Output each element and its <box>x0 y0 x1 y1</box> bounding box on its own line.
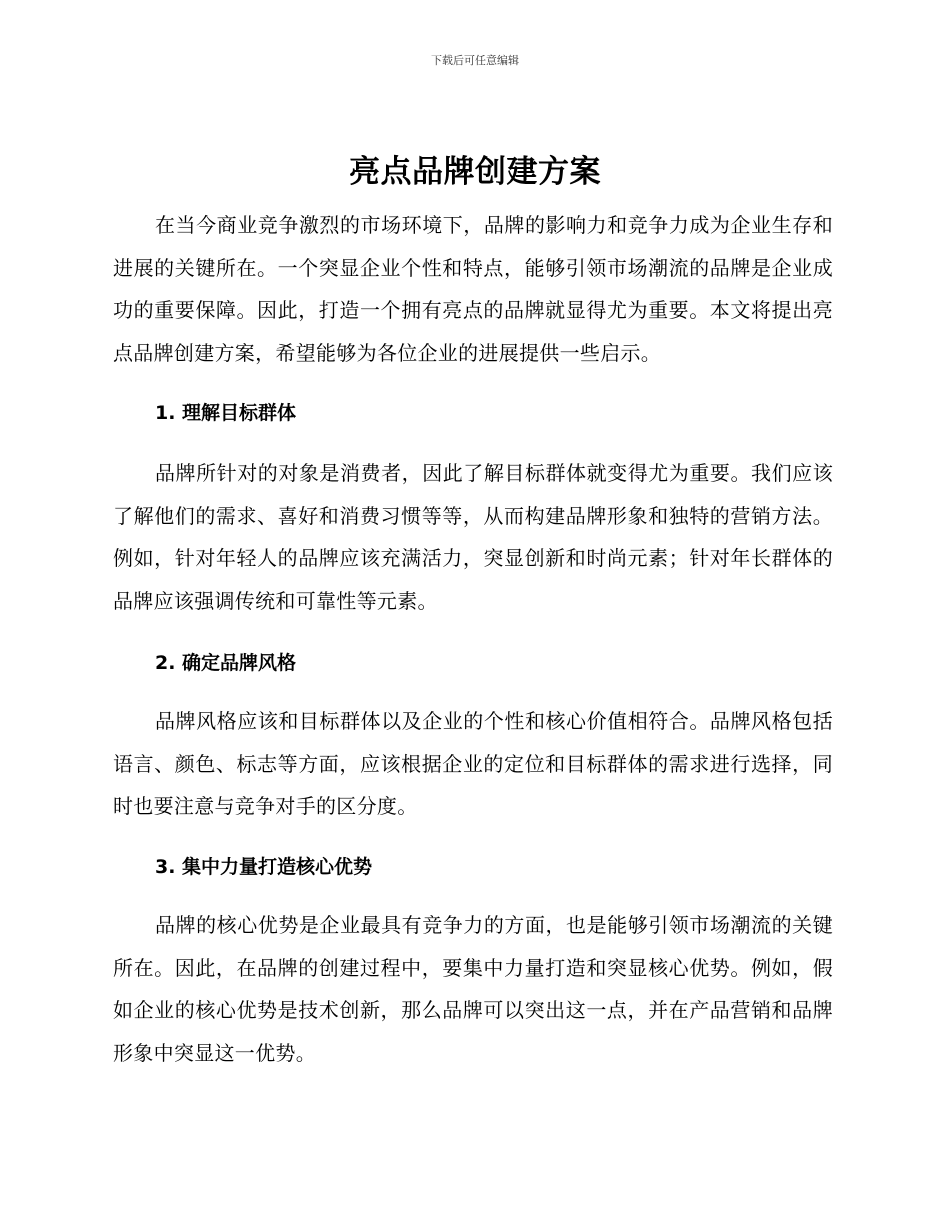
section-body-2: 品牌风格应该和目标群体以及企业的个性和核心价值相符合。品牌风格包括语言、颜色、标志等方面，应该根据企业的定位和目标群体的需求进行选择，同时也要注意与竞争对手的区分度。 <box>113 709 833 818</box>
section-body-3: 品牌的核心优势是企业最具有竞争力的方面，也是能够引领市场潮流的关键所在。因此，在品牌的创建过程中，要集中力量打造和突显核心优势。例如，假如企业的核心优势是技术创新，那么品牌可以突出这一点，并在产品营销和品牌形象中突显这一优势。 <box>113 913 833 1065</box>
section-heading-2: 2. 确定品牌风格 <box>155 652 297 674</box>
intro-paragraph: 在当今商业竞争激烈的市场环境下，品牌的影响力和竞争力成为企业生存和进展的关键所在。一个突显企业个性和特点，能够引领市场潮流的品牌是企业成功的重要保障。因此，打造一个拥有亮点的品牌就显得尤为重要。本文将提出亮点品牌创建方案，希望能够为各位企业的进展提供一些启示。 <box>113 213 833 365</box>
header-note: 下载后可任意编辑 <box>431 54 519 67</box>
section-heading-3: 3. 集中力量打造核心优势 <box>155 856 373 878</box>
section-body-1: 品牌所针对的对象是消费者，因此了解目标群体就变得尤为重要。我们应该了解他们的需求、喜好和消费习惯等等，从而构建品牌形象和独特的营销方法。例如，针对年轻人的品牌应该充满活力，突显创新和时尚元素；针对年长群体的品牌应该强调传统和可靠性等元素。 <box>113 461 833 613</box>
document-title: 亮点品牌创建方案 <box>349 154 601 190</box>
section-heading-1: 1. 理解目标群体 <box>155 402 297 424</box>
